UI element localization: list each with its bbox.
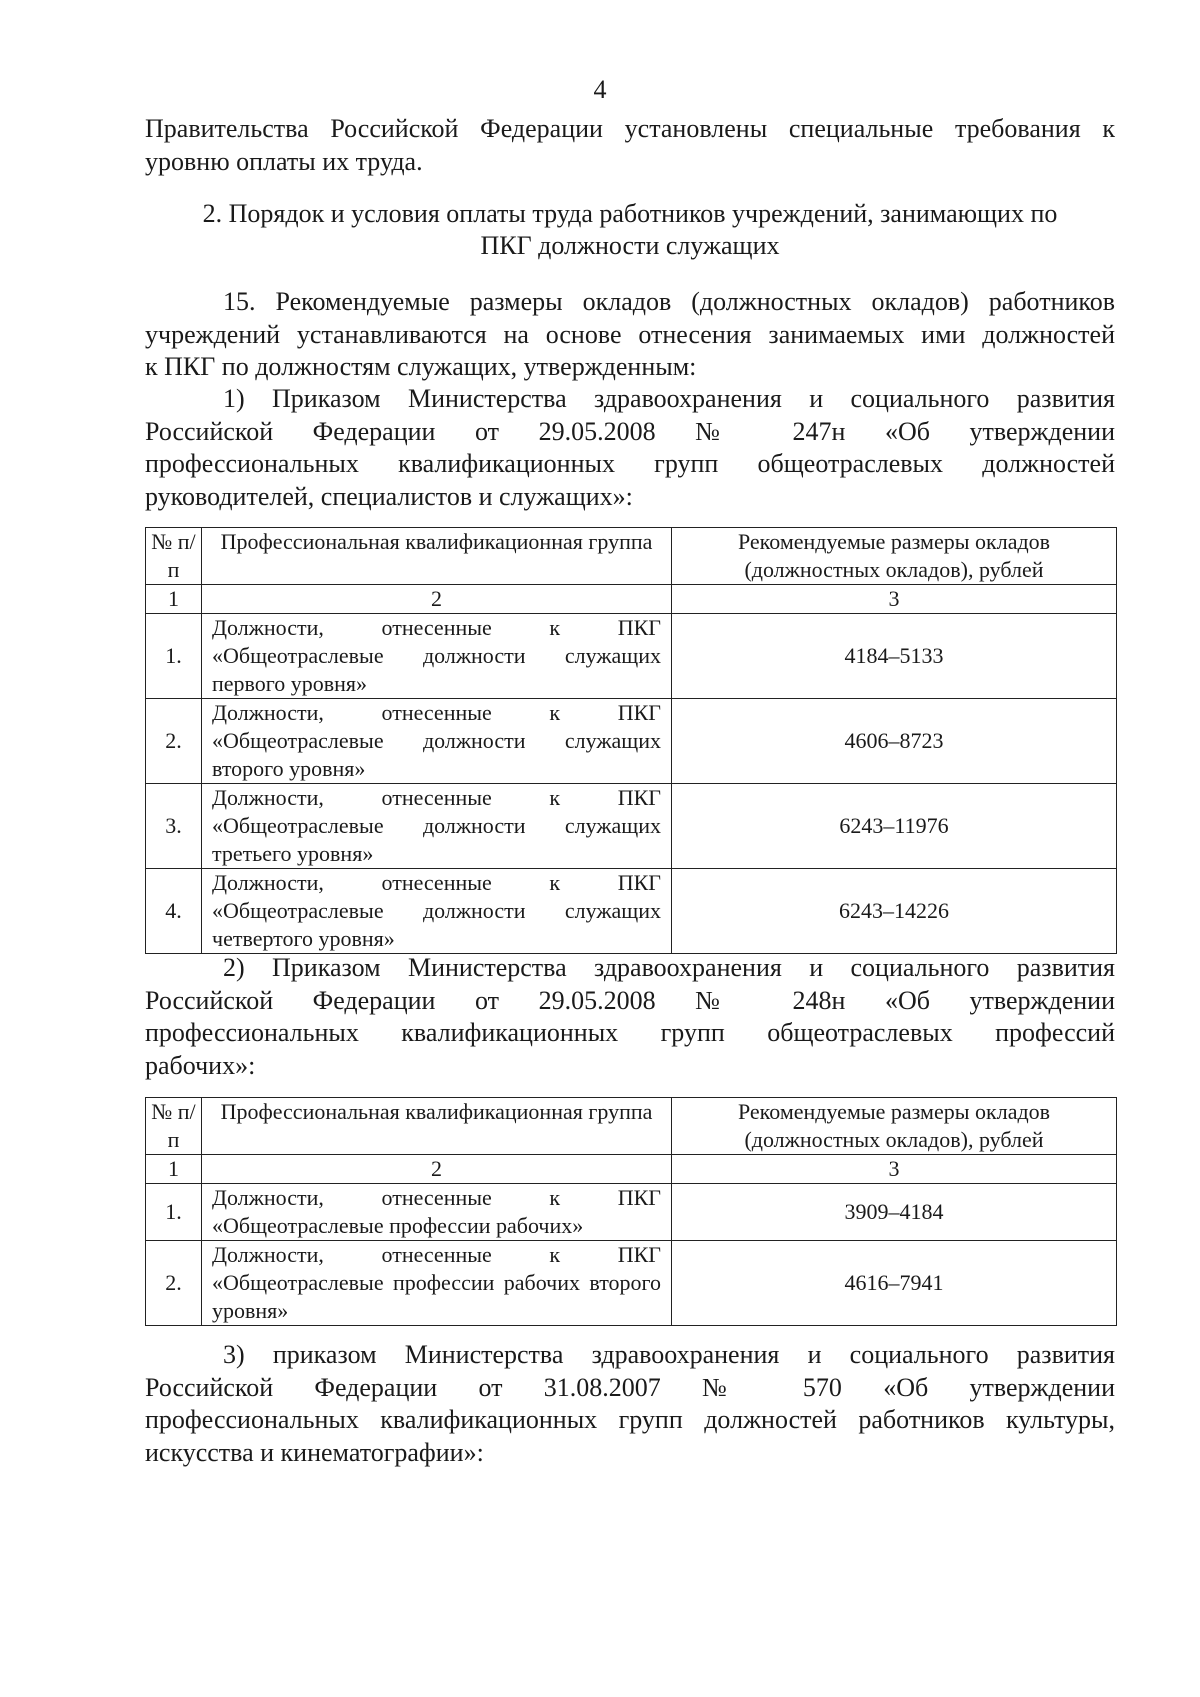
header-salary-line-2: (должностных окладов), рублей — [744, 1127, 1044, 1152]
section-heading-line-1: 2. Порядок и условия оплаты труда работников учреждений, занимающих по — [202, 199, 1058, 228]
order-3-line-1: 3) приказом Министерства здравоохранения и социального развития — [223, 1340, 1115, 1369]
row-group-line: «Общеотраслевые должности служащих — [212, 728, 661, 753]
row-group-line: Должности, отнесенные к ПКГ — [212, 785, 661, 810]
table-header-row — [146, 528, 1117, 585]
row-salary: 3909–4184 — [672, 1184, 1117, 1241]
salary-table-2 — [145, 1097, 1117, 1326]
row-group — [202, 1241, 672, 1326]
row-salary: 4616–7941 — [672, 1241, 1117, 1326]
row-group-line: четвертого уровня» — [212, 926, 395, 951]
column-number: 3 — [672, 585, 1117, 614]
page-number: 4 — [593, 75, 607, 104]
row-salary: 6243–14226 — [672, 869, 1117, 954]
table-row — [146, 699, 1117, 784]
paragraph-15-line-3: к ПКГ по должностям служащих, утвержденным: — [145, 352, 697, 381]
header-num: № п/п — [146, 528, 202, 585]
order-1-line-1: 1) Приказом Министерства здравоохранения и социального развития — [223, 384, 1115, 413]
row-group-line: Должности, отнесенные к ПКГ — [212, 1185, 661, 1210]
row-number: 4. — [146, 869, 202, 954]
row-group-line: Должности, отнесенные к ПКГ — [212, 870, 661, 895]
row-group-line: первого уровня» — [212, 671, 368, 696]
section-heading-line-2: ПКГ должности служащих — [480, 231, 780, 260]
row-group-line: второго уровня» — [212, 756, 366, 781]
row-salary: 4184–5133 — [672, 614, 1117, 699]
order-1-line-4: руководителей, специалистов и служащих»: — [145, 481, 633, 511]
order-2-line-3: профессиональных квалификационных групп общеотраслевых профессий — [145, 1018, 1115, 1047]
table-row — [146, 1184, 1117, 1241]
row-group — [202, 784, 672, 869]
order-3-line-3: профессиональных квалификационных групп должностей работников культуры, — [145, 1405, 1115, 1434]
order-2-line-4: рабочих»: — [145, 1050, 256, 1080]
header-num: № п/п — [146, 1098, 202, 1155]
row-number: 1. — [146, 1184, 202, 1241]
header-salary-line-1: Рекомендуемые размеры окладов — [737, 1099, 1051, 1124]
row-group-line: уровня» — [212, 1298, 289, 1323]
table-row — [146, 614, 1117, 699]
order-2-line-2: Российской Федерации от 29.05.2008 № 248н «Об утверждении — [145, 985, 1115, 1015]
column-number: 1 — [146, 1155, 202, 1184]
row-number: 2. — [146, 699, 202, 784]
order-2-paragraph — [145, 952, 1115, 1082]
column-number: 3 — [672, 1155, 1117, 1184]
row-group-line: третьего уровня» — [212, 841, 374, 866]
table-header-row — [146, 1098, 1117, 1155]
order-1-line-2: Российской Федерации от 29.05.2008 № 247н «Об утверждении — [145, 416, 1115, 446]
intro-paragraph — [145, 113, 1115, 178]
table-row — [146, 784, 1117, 869]
order-2-line-1: 2) Приказом Министерства здравоохранения и социального развития — [223, 953, 1115, 982]
header-group: Профессиональная квалификационная группа — [202, 528, 672, 585]
paragraph-15-line-1: 15. Рекомендуемые размеры окладов (должностных окладов) работников — [223, 287, 1115, 316]
row-group-line: Должности, отнесенные к ПКГ — [212, 615, 661, 640]
header-salary — [672, 528, 1117, 585]
salary-table-1 — [145, 527, 1117, 954]
row-group-line: «Общеотраслевые должности служащих — [212, 898, 661, 923]
order-3-line-2: Российской Федерации от 31.08.2007 № 570 «Об утверждении — [145, 1372, 1115, 1402]
column-number-row — [146, 1155, 1117, 1184]
paragraph-15-line-2: учреждений устанавливаются на основе отнесения занимаемых ими должностей — [145, 319, 1115, 349]
intro-line-2: уровню оплаты их труда. — [145, 146, 423, 176]
row-group-line: Должности, отнесенные к ПКГ — [212, 700, 661, 725]
order-1-paragraph — [145, 383, 1115, 513]
column-number: 1 — [146, 585, 202, 614]
column-number: 2 — [202, 1155, 672, 1184]
row-group — [202, 1184, 672, 1241]
header-salary-line-2: (должностных окладов), рублей — [744, 557, 1044, 582]
row-number: 1. — [146, 614, 202, 699]
row-group-line: Должности, отнесенные к ПКГ — [212, 1242, 661, 1267]
intro-line-1: Правительства Российской Федерации установлены специальные требования к — [145, 114, 1115, 143]
table-row — [146, 869, 1117, 954]
header-salary — [672, 1098, 1117, 1155]
order-1-line-3: профессиональных квалификационных групп общеотраслевых должностей — [145, 449, 1115, 478]
header-salary-line-1: Рекомендуемые размеры окладов — [737, 529, 1051, 554]
row-group — [202, 869, 672, 954]
row-salary: 4606–8723 — [672, 699, 1117, 784]
order-3-paragraph — [145, 1339, 1115, 1469]
header-group: Профессиональная квалификационная группа — [202, 1098, 672, 1155]
column-number-row — [146, 585, 1117, 614]
row-number: 3. — [146, 784, 202, 869]
row-group-line: «Общеотраслевые профессии рабочих второго — [212, 1270, 661, 1295]
row-group-line: «Общеотраслевые должности служащих — [212, 643, 661, 668]
row-group-line: «Общеотраслевые профессии рабочих» — [212, 1213, 584, 1238]
row-salary: 6243–11976 — [672, 784, 1117, 869]
row-number: 2. — [146, 1241, 202, 1326]
section-heading — [145, 198, 1115, 262]
row-group — [202, 614, 672, 699]
row-group-line: «Общеотраслевые должности служащих — [212, 813, 661, 838]
column-number: 2 — [202, 585, 672, 614]
row-group — [202, 699, 672, 784]
table-row — [146, 1241, 1117, 1326]
paragraph-15 — [145, 286, 1115, 384]
order-3-line-4: искусства и кинематографии»: — [145, 1437, 484, 1467]
